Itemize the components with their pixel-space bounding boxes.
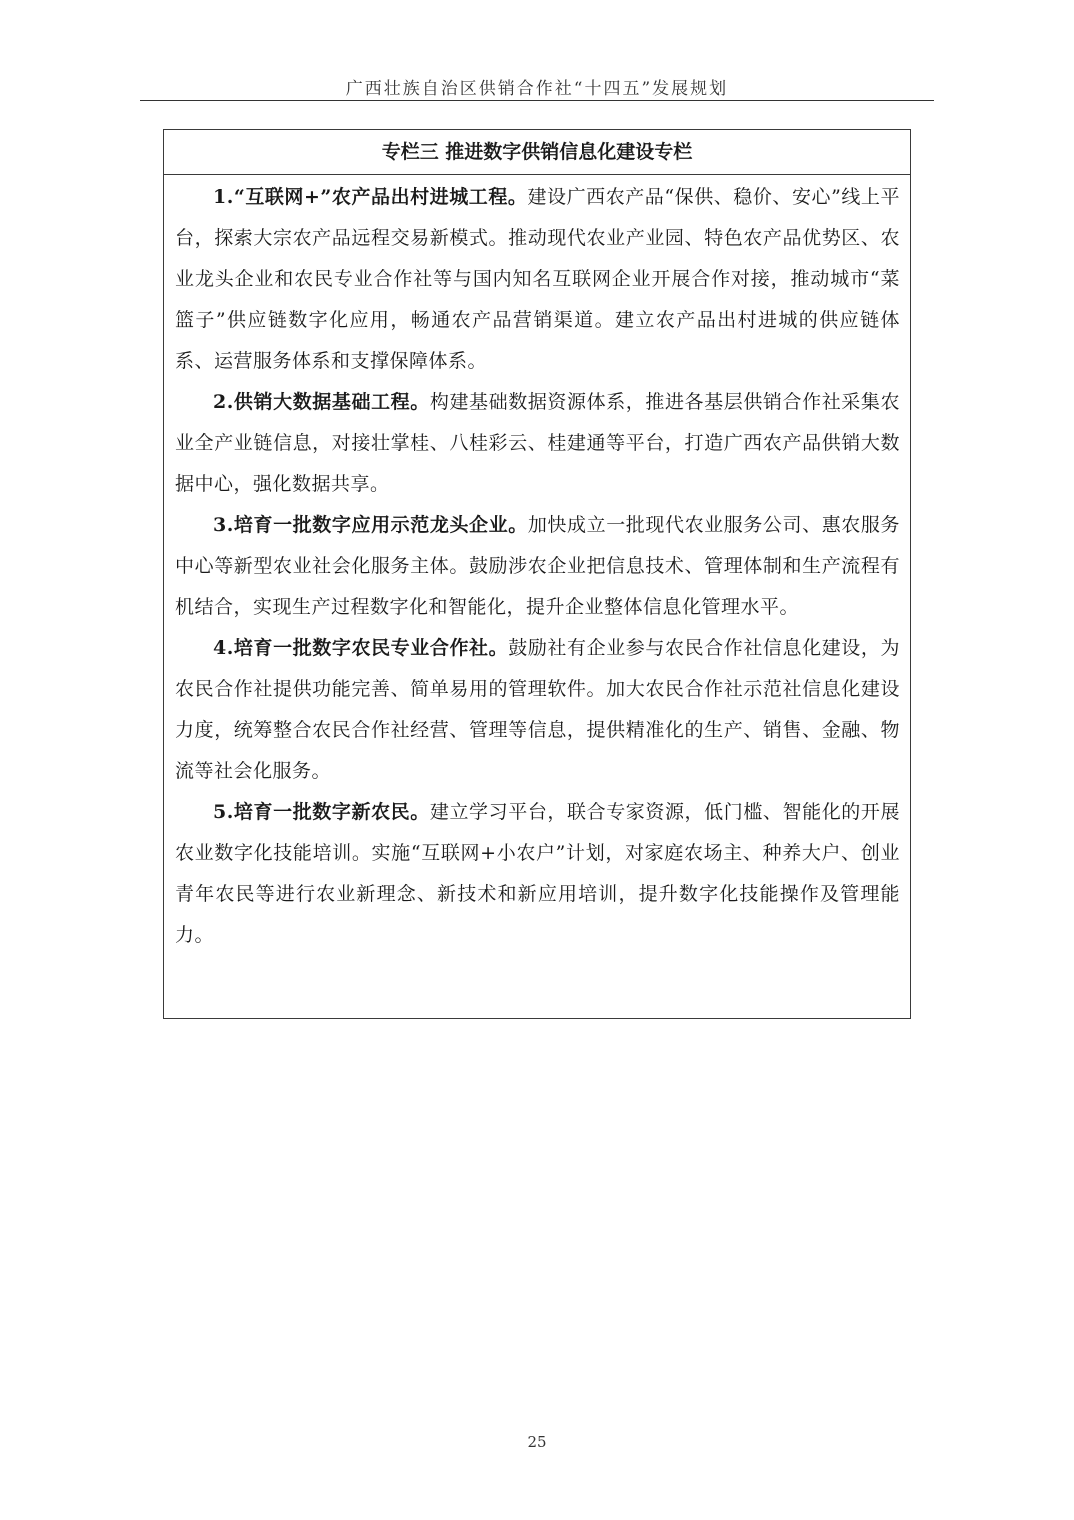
column-item-5 [175,792,900,956]
column-item-lead: 1.“互联网+”农产品出村进城工程。 [213,186,528,208]
column-body [164,175,910,956]
column-title: 专栏三 推进数字供销信息化建设专栏 [164,130,910,175]
column-item-2 [175,382,900,505]
column-item-lead: 2.供销大数据基础工程。 [213,391,430,413]
column-item-1 [175,177,900,382]
header-rule [140,100,934,101]
column-item-lead: 4.培育一批数字农民专业合作社。 [213,637,509,659]
column-box [163,129,911,1019]
column-item-lead: 3.培育一批数字应用示范龙头企业。 [213,514,528,536]
column-item-text: 加快成立一批现代农业服务公司、惠农服务中心等新型农业社会化服务主体。鼓励涉农企业把信息技术、管理体制和生产流程有机结合，实现生产过程数字化和智能化，提升企业整体信息化管理水平。 [175,514,900,618]
column-item-text: 建设广西农产品“保供、稳价、安心”线上平台，探索大宗农产品远程交易新模式。推动现代农业产业园、特色农产品优势区、农业龙头企业和农民专业合作社等与国内知名互联网企业开展合作对接，推动城市“菜篮子”供应链数字化应用，畅通农产品营销渠道。建立农产品出村进城的供应链体系、运营服务体系和支撑保障体系。 [175,186,900,372]
column-item-3 [175,505,900,628]
page-number: 25 [527,1433,547,1451]
column-item-lead: 5.培育一批数字新农民。 [213,801,430,823]
column-item-text: 构建基础数据资源体系，推进各基层供销合作社采集农业全产业链信息，对接壮掌桂、八桂彩云、桂建通等平台，打造广西农产品供销大数据中心，强化数据共享。 [175,391,900,495]
column-item-text: 鼓励社有企业参与农民合作社信息化建设，为农民合作社提供功能完善、简单易用的管理软件。加大农民合作社示范社信息化建设力度，统筹整合农民合作社经营、管理等信息，提供精准化的生产、销售、金融、物流等社会化服务。 [175,637,900,782]
column-item-text: 建立学习平台，联合专家资源，低门槛、智能化的开展农业数字化技能培训。实施“互联网+小农户”计划，对家庭农场主、种养大户、创业青年农民等进行农业新理念、新技术和新应用培训，提升数字化技能操作及管理能力。 [175,801,900,946]
running-header: 广西壮族自治区供销合作社“十四五”发展规划 [345,79,729,99]
column-item-4 [175,628,900,792]
